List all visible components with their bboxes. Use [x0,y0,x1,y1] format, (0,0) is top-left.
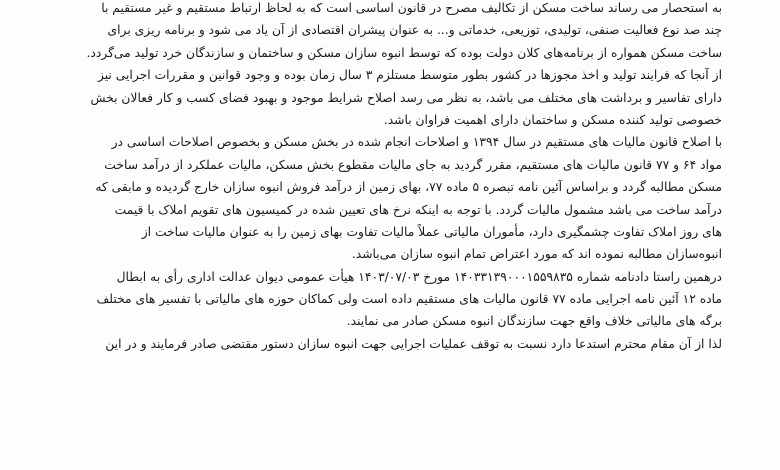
body-line: مسکن مطالبه گردد و براساس آئین نامه تبصره ۵ ماده ۷۷، بهای زمین از درآمد فروش انبوه سازان خارج گردیده و مابقی که [95,180,722,195]
body-line: دارای تفاسیر و برداشت های مختلف می باشد، به نظر می رسد اصلاح شرایط موجود و بهبود فضای کسب و کار فعالان بخش [90,90,722,105]
body-line: برگه های مالیاتی خلاف واقع جهت سازندگان انبوه مسکن صادر می نمایند. [346,314,722,329]
body-line: لذا از آن مقام محترم استدعا دارد نسبت به توقف عملیات اجرایی جهت انبوه سازان دستور مقتضی صادر فرمایند و در این [105,336,722,351]
body-line: به استحصار می رساند ساخت مسکن از تکالیف مصرح در قانون اساسی است که به لحاظ ارتباط مستقیم و غیر مستقیم با [101,1,722,15]
body-line: انبوه‌سازان مطالبه نموده اند که مورد اعتراض تمام انبوه سازان می‌باشد. [351,247,722,262]
body-line: ساخت مسکن همواره از برنامه‌های کلان دولت بوده که توسط انبوه سازان مسکن و ساختمان و سازندگان خرد تولید می‌گردد. [86,45,722,60]
letter-body [58,0,722,355]
body-line: از آنجا که فرایند تولید و اخذ مجوزها در کشور بطور متوسط مستلزم ۳ سال زمان بوده و وجود قوانین و مقررات اجرایی نیز [97,68,722,83]
body-line: مواد ۶۴ و ۷۷ قانون مالیات های مستقیم، مقرر گردید به جای مالیات مقطوع بخش مسکن، مالیات عملکرد از درآمد ساخت [104,157,722,172]
body-line: خصوصی تولید کننده مسکن و ساختمان دارای اهمیت فراوان باشد. [383,112,722,127]
body-line: های روز املاک تفاوت چشمگیری دارد، مأموران مالیاتی عملاً مالیات تفاوت بهای زمین را به عنوان مالیات ساخت از [141,224,722,239]
body-line: چند صد نوع فعالیت صنفی، تولیدی، توزیعی، خدماتی و... به عنوان پیشران اقتصادی از آن یاد می شود و برنامه ریزی برای [107,23,722,38]
body-line: درآمد ساخت می باشد مشمول مالیات گردد. با توجه به اینکه نرخ های تعیین شده در کمیسیون های تقویم املاک با قیمت [114,202,722,217]
body-line: درهمین راستا دادنامه شماره ۱۴۰۳۳۱۳۹۰۰۰۱۵۵۹۸۳۵ مورخ ۱۴۰۳/۰۷/۰۳ هیأت عمومی دیوان عدالت اداری رأی به ابطال [116,269,722,284]
body-line: ماده ۱۲ آئین نامه اجرایی ماده ۷۷ قانون مالیات های مستقیم داده است ولی کماکان حوزه های مالیاتی با تفسیر های مختلف [96,292,722,307]
body-line: با اصلاح قانون مالیات های مستقیم در سال ۱۳۹۴ و اصلاحات انجام شده در بخش مسکن و بخصوص اصلاحات اساسی در [111,135,722,150]
